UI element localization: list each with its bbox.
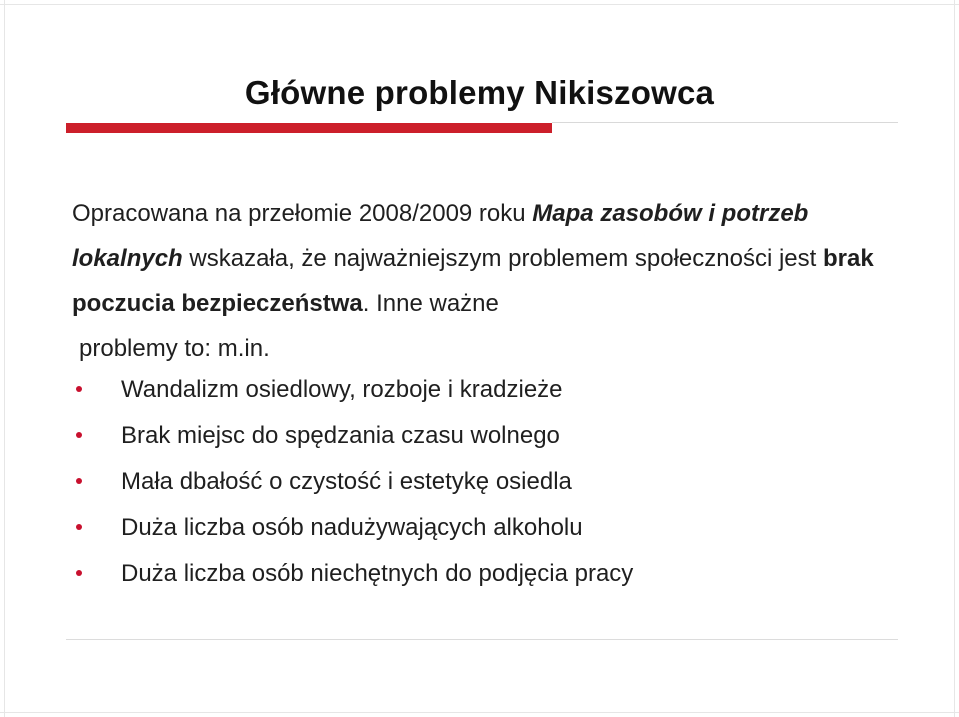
intro-text-1: Opracowana na przełomie 2008/2009 roku xyxy=(72,200,533,227)
round-bullet-icon xyxy=(76,432,82,438)
round-bullet-icon xyxy=(76,570,82,576)
intro-document-name: Mapa zasobów i potrzeb lokalnych xyxy=(72,200,809,272)
list-item xyxy=(72,551,633,597)
list-item-text: Brak miejsc do spędzania czasu wolnego xyxy=(121,422,560,449)
problems-list xyxy=(72,367,633,597)
list-item-text: Mała dbałość o czystość i estetykę osiedla xyxy=(121,468,572,495)
list-item xyxy=(72,413,633,459)
round-bullet-icon xyxy=(76,524,82,530)
slide-title: Główne problemy Nikiszowca xyxy=(244,74,715,112)
list-item-text: Duża liczba osób nadużywających alkoholu xyxy=(121,514,583,541)
list-item-text: Duża liczba osób niechętnych do podjęcia pracy xyxy=(121,560,634,587)
frame-bottom-line xyxy=(0,712,959,713)
round-bullet-icon xyxy=(76,386,82,392)
title-divider-line xyxy=(552,122,898,123)
intro-paragraph xyxy=(72,191,892,371)
title-accent-bar xyxy=(66,123,552,133)
intro-key-problem: brak poczucia bezpieczeństwa xyxy=(72,245,874,317)
list-item xyxy=(72,459,633,505)
frame-top-line xyxy=(0,4,959,5)
intro-text-2: wskazała, że najważniejszym problemem społeczności jest xyxy=(182,245,823,272)
intro-text-4: problemy to: m.in. xyxy=(79,335,270,362)
bottom-divider-line xyxy=(66,639,898,640)
round-bullet-icon xyxy=(76,478,82,484)
list-item-text: Wandalizm osiedlowy, rozboje i kradzieże xyxy=(121,376,563,403)
intro-text-3: . Inne ważne xyxy=(362,290,499,317)
list-item xyxy=(72,367,633,413)
list-item xyxy=(72,505,633,551)
